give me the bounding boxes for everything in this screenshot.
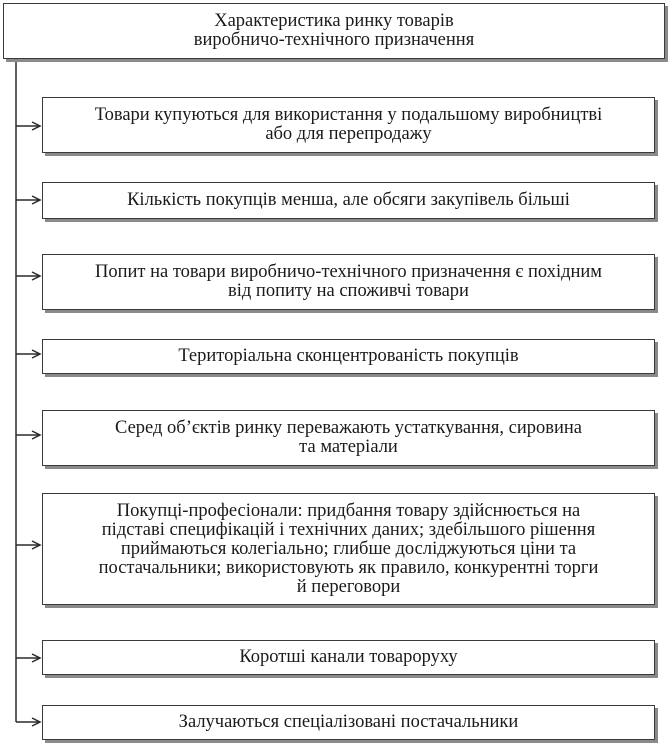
characteristic-box-7 [42, 640, 655, 675]
diagram-title-box [3, 3, 665, 59]
box-1-line-2: або для перепродажу [265, 124, 432, 144]
arrow-5 [16, 431, 40, 439]
title-line-2: виробничо-технічного призначення [193, 30, 475, 50]
box-3-line-2: від попиту на споживчі товари [228, 281, 469, 301]
box-6-line-5: й переговори [296, 576, 401, 597]
box-8-line-1: Залучаються спеціалізовані постачальники [178, 712, 519, 732]
box-5-line-1: Серед об’єктів ринку переважають устаткування, сировина [115, 418, 582, 438]
box-6-line-4: постачальники; використовують як правило, конкурентні торги [98, 557, 599, 578]
box-6-line-1: Покупці-професіонали: придбання товару здійснюється на [116, 500, 581, 521]
arrow-4 [16, 350, 40, 358]
arrow-2 [16, 196, 40, 204]
box-4-line-1: Територіальна сконцентрованість покупців [178, 346, 519, 366]
arrow-8 [16, 718, 40, 726]
box-6-line-3: приймаються колегіально; глибше досліджуються ціни та [120, 538, 577, 559]
characteristic-box-4 [42, 339, 655, 374]
characteristic-box-2 [42, 182, 655, 219]
box-3-line-1: Попит на товари виробничо-технічного призначення є похідним [94, 262, 603, 282]
characteristic-box-1 [42, 97, 655, 153]
box-2-line-1: Кількість покупців менша, але обсяги закупівель більші [127, 190, 570, 210]
box-1-line-1: Товари купуються для використання у подальшому виробництві [94, 105, 603, 125]
characteristic-box-3 [42, 254, 655, 310]
arrow-6 [16, 541, 40, 549]
arrow-1 [16, 122, 40, 130]
box-5-line-2: та матеріали [299, 437, 398, 457]
characteristic-box-5 [42, 410, 655, 466]
box-6-line-2: підставі специфікацій і технічних даних; здебільшого рішення [101, 519, 596, 540]
arrow-7 [16, 654, 40, 662]
title-line-1: Характеристика ринку товарів [214, 11, 454, 31]
characteristic-box-8 [42, 705, 655, 740]
arrow-3 [16, 272, 40, 280]
box-7-line-1: Коротші канали товароруху [239, 647, 458, 667]
characteristic-box-6 [42, 493, 655, 605]
